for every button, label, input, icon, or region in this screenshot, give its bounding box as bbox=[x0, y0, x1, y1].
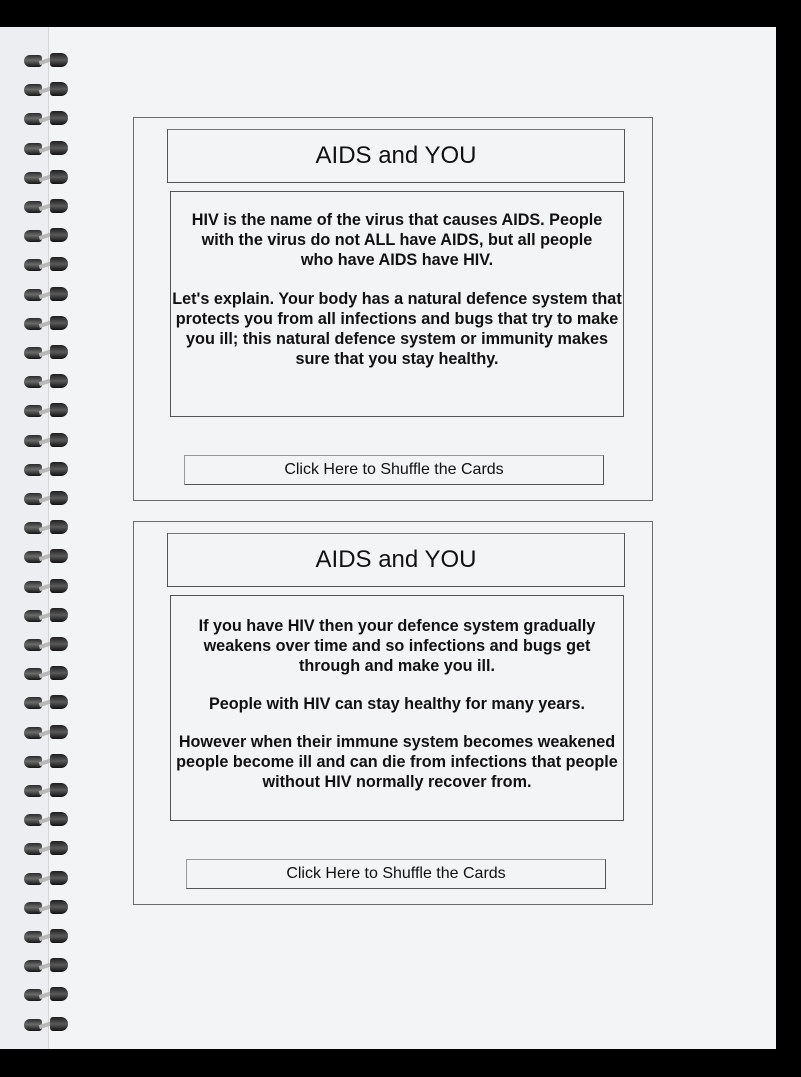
notebook-page bbox=[0, 27, 776, 1049]
binding-ring bbox=[24, 287, 70, 305]
binding-ring bbox=[24, 403, 70, 421]
binding-ring bbox=[24, 579, 70, 597]
card-text-box bbox=[170, 595, 624, 821]
card-paragraph: If you have HIV then your defence system gradually weakens over time and so infections and bugs get through and make you ill. bbox=[198, 617, 596, 675]
card-paragraph: People with HIV can stay healthy for many years. bbox=[208, 695, 586, 713]
binding-ring bbox=[24, 170, 70, 188]
binding-ring bbox=[24, 812, 70, 830]
binding-ring bbox=[24, 958, 70, 976]
binding-ring bbox=[24, 841, 70, 859]
card-paragraph: However when their immune system becomes weakened people become ill and can die from infections that people without HIV normally recover from. bbox=[176, 733, 618, 791]
binding-ring bbox=[24, 608, 70, 626]
binding-ring bbox=[24, 462, 70, 480]
info-card-1 bbox=[133, 117, 653, 501]
shuffle-cards-button[interactable]: Click Here to Shuffle the Cards bbox=[184, 455, 604, 485]
binding-ring bbox=[24, 754, 70, 772]
binding-ring bbox=[24, 637, 70, 655]
binding-ring bbox=[24, 53, 70, 71]
card-title: AIDS and YOU bbox=[167, 533, 625, 587]
binding-ring bbox=[24, 111, 70, 129]
binding-ring bbox=[24, 900, 70, 918]
binding-ring bbox=[24, 783, 70, 801]
binding-ring bbox=[24, 929, 70, 947]
binding-ring bbox=[24, 1017, 70, 1035]
info-card-2 bbox=[133, 521, 653, 905]
shuffle-cards-button[interactable]: Click Here to Shuffle the Cards bbox=[186, 859, 606, 889]
binding-ring bbox=[24, 345, 70, 363]
binding-ring bbox=[24, 374, 70, 392]
binding-ring bbox=[24, 666, 70, 684]
binding-ring bbox=[24, 82, 70, 100]
binding-ring bbox=[24, 199, 70, 217]
card-text-box bbox=[170, 191, 624, 417]
binding-ring bbox=[24, 725, 70, 743]
binding-ring bbox=[24, 491, 70, 509]
spiral-binding bbox=[0, 27, 80, 1049]
card-paragraph: HIV is the name of the virus that causes AIDS. People with the virus do not ALL have AIDS, but all people who have AIDS have HIV. bbox=[191, 211, 603, 269]
card-paragraph: Let's explain. Your body has a natural defence system that protects you from all infections and bugs that try to make you ill; this natural defence system or immunity makes sure that you stay healthy. bbox=[172, 290, 622, 368]
binding-ring bbox=[24, 316, 70, 334]
binding-ring bbox=[24, 695, 70, 713]
binding-ring bbox=[24, 987, 70, 1005]
binding-ring bbox=[24, 871, 70, 889]
binding-ring bbox=[24, 257, 70, 275]
binding-ring bbox=[24, 141, 70, 159]
card-title: AIDS and YOU bbox=[167, 129, 625, 183]
binding-ring bbox=[24, 228, 70, 246]
binding-ring bbox=[24, 433, 70, 451]
binding-ring bbox=[24, 520, 70, 538]
binding-ring bbox=[24, 549, 70, 567]
